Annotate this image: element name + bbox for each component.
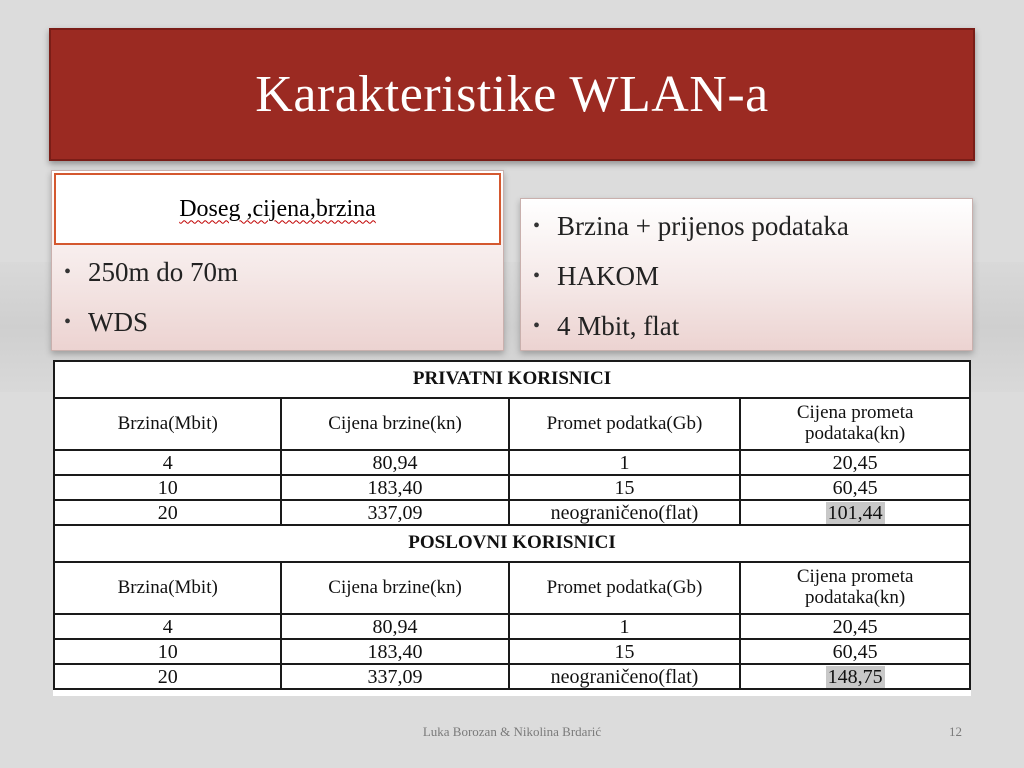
table-cell: 10 xyxy=(54,639,281,664)
table-cell: 1 xyxy=(509,614,741,639)
table-cell: 15 xyxy=(509,475,741,500)
table-row xyxy=(54,450,970,475)
column-header: Cijena brzine(kn) xyxy=(281,398,508,450)
bullet-text: 250m do 70m xyxy=(88,257,239,287)
table-cell: neograničeno(flat) xyxy=(509,500,741,525)
column-header: Promet podatka(Gb) xyxy=(509,398,741,450)
highlighted-value: 148,75 xyxy=(827,665,883,688)
list-item xyxy=(533,301,849,351)
column-header: Cijena prometa podataka(kn) xyxy=(740,562,970,614)
table-cell: 10 xyxy=(54,475,281,500)
title-bar xyxy=(49,28,975,161)
table-cell: 20,45 xyxy=(740,450,970,475)
table-cell: 60,45 xyxy=(740,475,970,500)
table-cell: 80,94 xyxy=(281,614,508,639)
table-cell: neograničeno(flat) xyxy=(509,664,741,689)
table-header-row xyxy=(54,562,970,614)
list-item xyxy=(533,251,849,301)
right-bullet-list xyxy=(533,201,849,351)
bullet-text: HAKOM xyxy=(557,261,660,291)
footer-authors: Luka Borozan & Nikolina Brdarić xyxy=(422,724,602,739)
pricing-table xyxy=(53,360,971,690)
table-cell: 20,45 xyxy=(740,614,970,639)
table-cell: 4 xyxy=(54,450,281,475)
table-cell: 183,40 xyxy=(281,639,508,664)
table-cell: 20 xyxy=(54,500,281,525)
bullet-text: Brzina + prijenos podataka xyxy=(557,211,849,241)
table-row xyxy=(54,500,970,525)
bullet-text: WDS xyxy=(88,307,148,337)
list-item xyxy=(533,201,849,251)
table-cell: 80,94 xyxy=(281,450,508,475)
table-cell-highlighted xyxy=(740,664,970,689)
section-title: POSLOVNI KORISNICI xyxy=(54,525,970,562)
table-cell-highlighted xyxy=(740,500,970,525)
column-header: Cijena prometa podataka(kn) xyxy=(740,398,970,450)
left-box-heading xyxy=(54,173,501,245)
highlighted-value: 101,44 xyxy=(827,501,883,524)
list-item xyxy=(64,247,238,297)
column-header: Cijena brzine(kn) xyxy=(281,562,508,614)
table-cell: 15 xyxy=(509,639,741,664)
pricing-table-image xyxy=(53,360,971,696)
bullet-icon: • xyxy=(533,265,541,287)
table-header-row xyxy=(54,398,970,450)
table-row xyxy=(54,639,970,664)
left-text-box xyxy=(51,170,504,351)
right-text-box xyxy=(520,198,973,351)
table-cell: 183,40 xyxy=(281,475,508,500)
list-item xyxy=(64,297,238,347)
bullet-icon: • xyxy=(64,261,72,283)
slide-title: Karakteristike WLAN-a xyxy=(255,66,769,123)
table-cell: 1 xyxy=(509,450,741,475)
column-header: Promet podatka(Gb) xyxy=(509,562,741,614)
section-title-row xyxy=(54,361,970,398)
table-cell: 20 xyxy=(54,664,281,689)
page-number: 12 xyxy=(949,724,962,739)
bullet-icon: • xyxy=(64,311,72,333)
table-row xyxy=(54,614,970,639)
left-bullet-list xyxy=(64,247,238,347)
section-title: PRIVATNI KORISNICI xyxy=(54,361,970,398)
table-row xyxy=(54,475,970,500)
section-title-row xyxy=(54,525,970,562)
bullet-icon: • xyxy=(533,315,541,337)
bullet-icon: • xyxy=(533,215,541,237)
table-cell: 337,09 xyxy=(281,500,508,525)
left-box-heading-text: Doseg ,cijena,brzina xyxy=(179,195,376,222)
bullet-text: 4 Mbit, flat xyxy=(557,311,680,341)
table-cell: 4 xyxy=(54,614,281,639)
table-cell: 60,45 xyxy=(740,639,970,664)
column-header: Brzina(Mbit) xyxy=(54,398,281,450)
table-cell: 337,09 xyxy=(281,664,508,689)
column-header: Brzina(Mbit) xyxy=(54,562,281,614)
table-row xyxy=(54,664,970,689)
